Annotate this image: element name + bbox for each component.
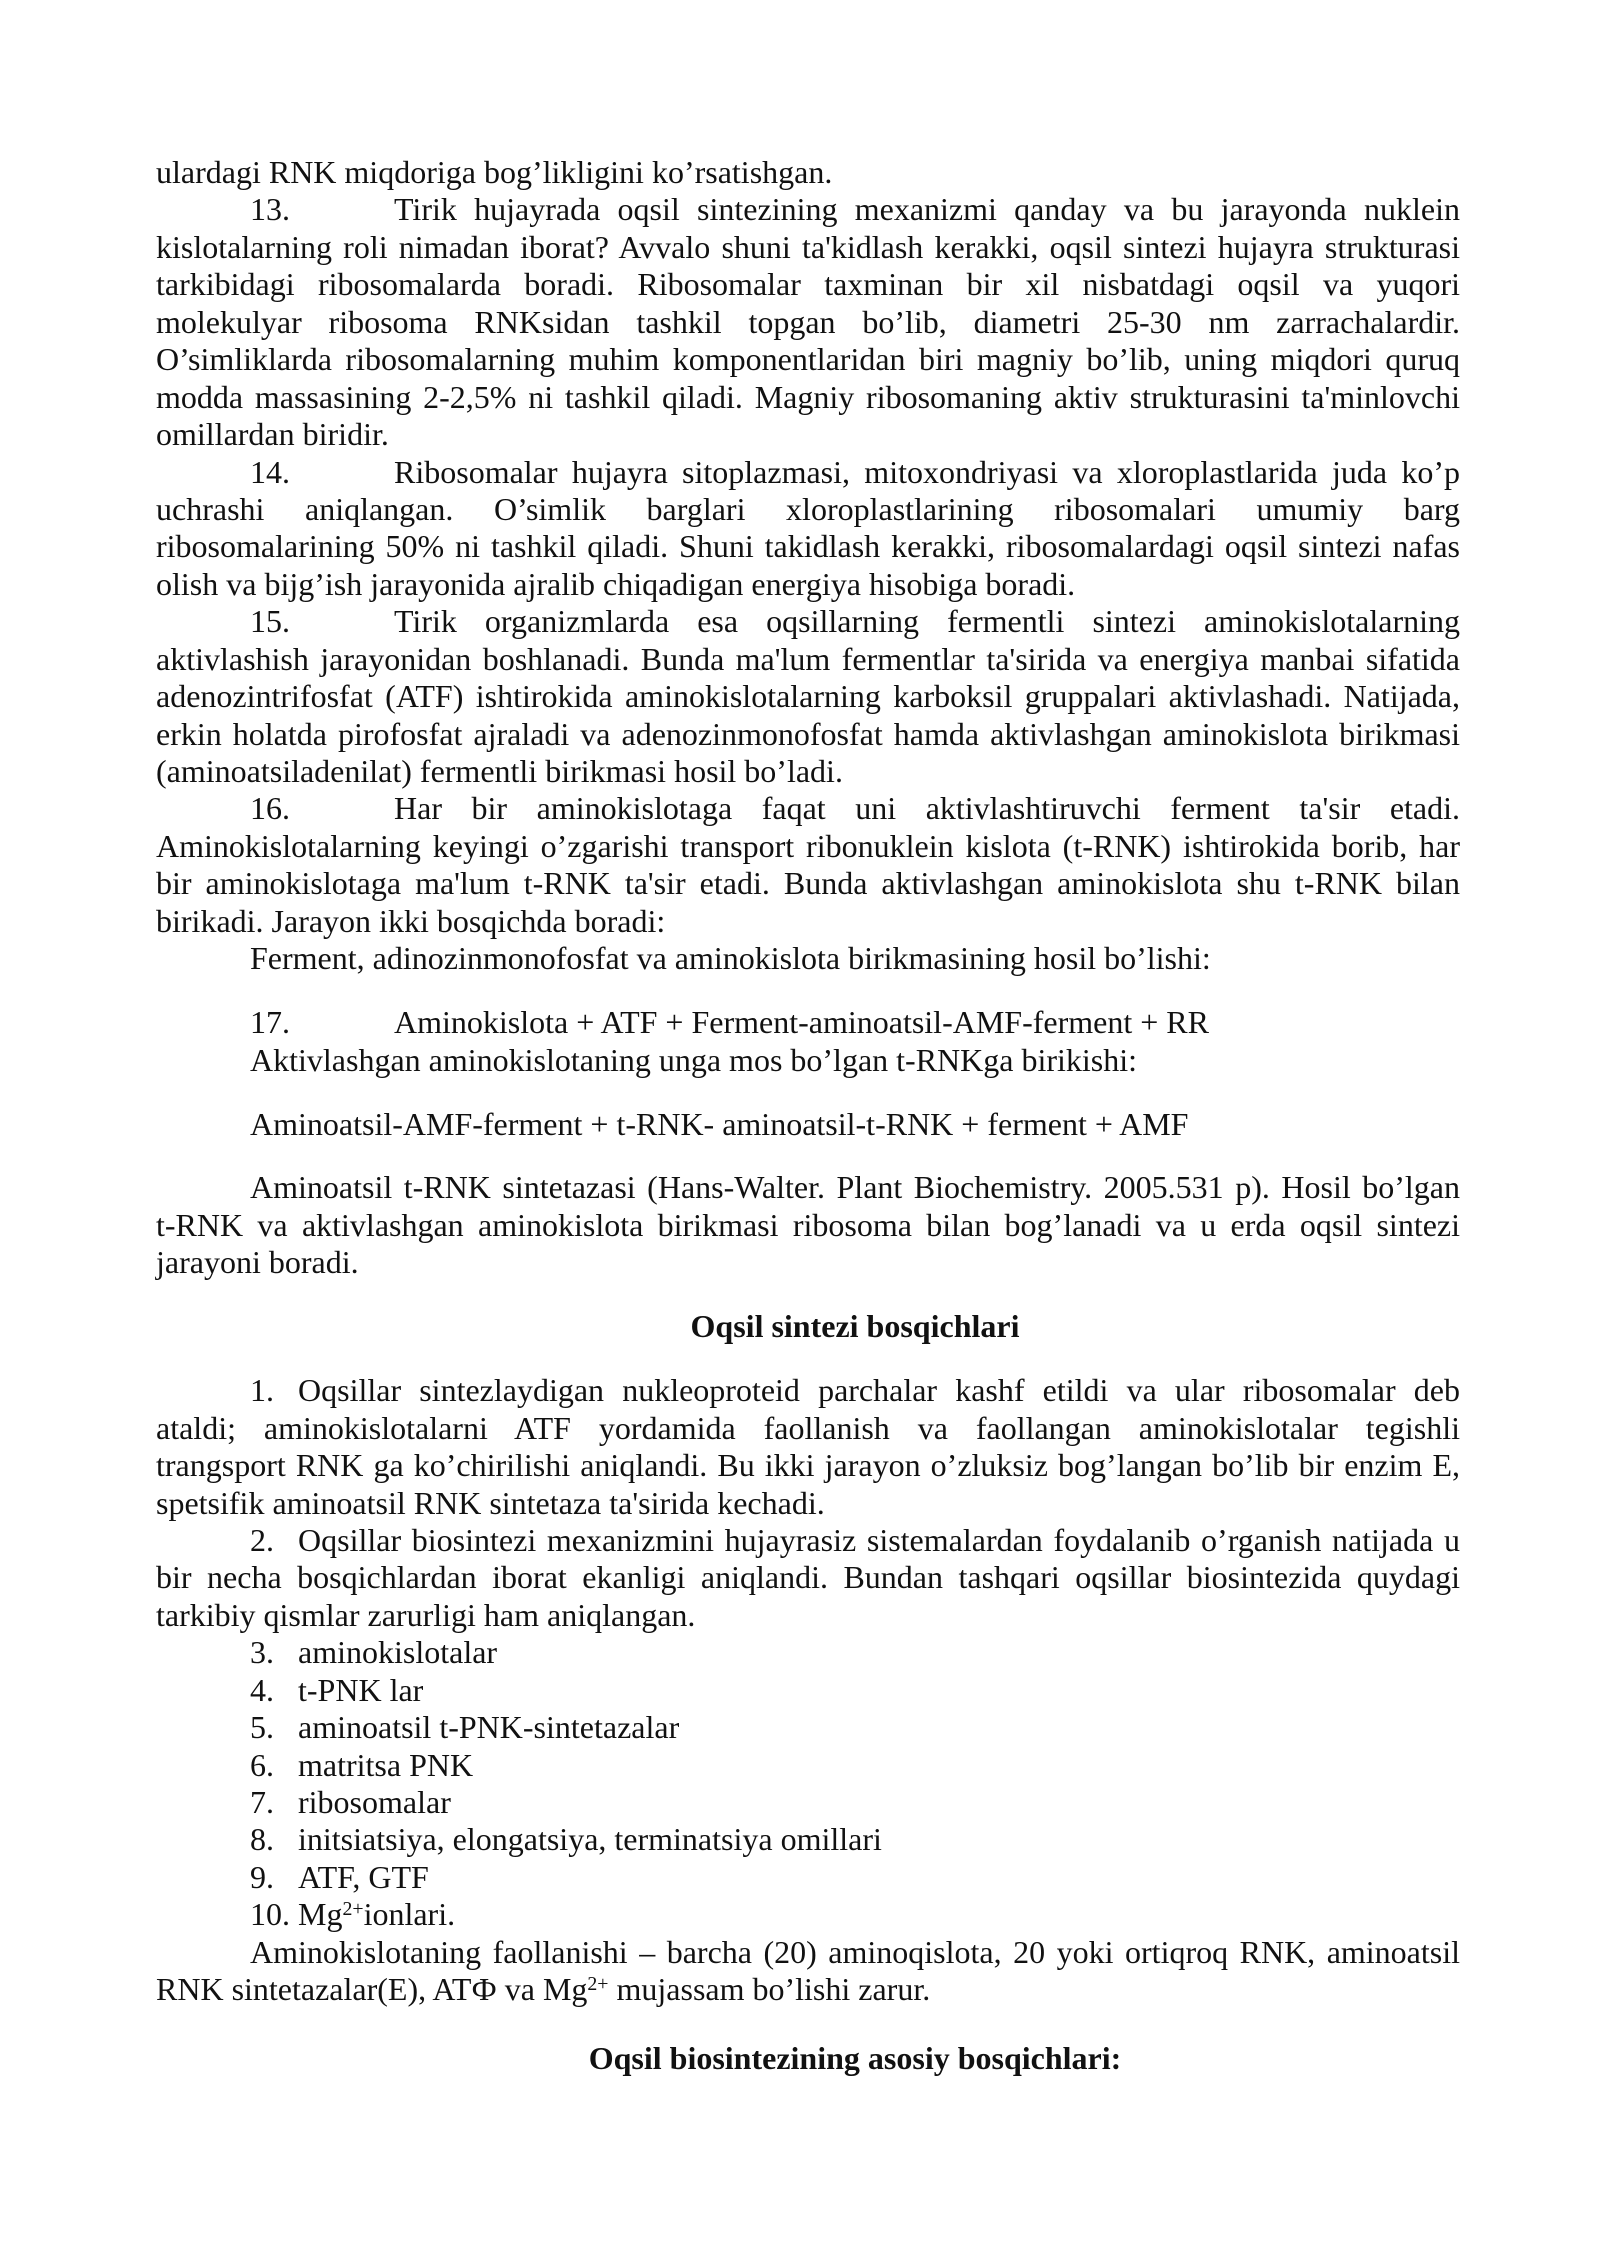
paragraph-13-first-line <box>156 191 1460 228</box>
list-item-3 <box>156 1634 1460 1671</box>
section-heading-biosynthesis-main-stages: Oqsil biosintezining asosiy bosqichlari: <box>588 2039 1122 2076</box>
list-item-8-text: initsiatsiya, elongatsiya, terminatsiya omillari <box>298 1821 882 1858</box>
paragraph-intro <box>156 154 1460 191</box>
paragraph-17-equation <box>156 1004 1460 1041</box>
paragraph-sintetaza-line-3: jarayoni boradi. <box>156 1244 359 1281</box>
list-item-1-line-1: Oqsillar sintezlaydigan nukleoproteid parchalar kashf etildi va ular ribosomalar deb <box>298 1372 1460 1409</box>
paragraph-faollanish-line-2-after: mujassam bo’lishi zarur. <box>608 1971 931 2008</box>
list-item-7-number: 7. <box>250 1784 274 1820</box>
list-item-2-first-line <box>156 1522 1460 1559</box>
paragraph-15 <box>156 603 1460 790</box>
paragraph-17-number: 17. <box>250 1004 290 1041</box>
list-item-8-number: 8. <box>250 1821 274 1858</box>
list-item-6 <box>156 1747 1460 1784</box>
list-item-7-text: ribosomalar <box>298 1784 451 1820</box>
list-item-2-line-3: tarkibiy qismlar zarurligi ham aniqlangan. <box>156 1596 696 1633</box>
list-item-6-text: matritsa PNK <box>298 1746 474 1783</box>
paragraph-faollanish <box>156 1934 1460 2009</box>
list-item-3-number: 3. <box>250 1634 274 1671</box>
list-item-10-text-after: ionlari. <box>363 1896 456 1933</box>
list-item-9-number: 9. <box>250 1858 274 1895</box>
list-item-1-line-4: spetsifik aminoatsil RNK sintetaza ta'sirida kechadi. <box>156 1484 825 1521</box>
paragraph-14-first-line <box>156 454 1460 491</box>
list-item-10 <box>156 1896 1460 1933</box>
paragraph-14-line-4: olish va bijg’ish jarayonida ajralib chiqadigan energiya hisobiga boradi. <box>156 565 1076 602</box>
list-item-10-text-before: Mg <box>298 1896 343 1933</box>
reaction-equation: Aminoatsil-AMF-ferment + t-RNK- aminoatsil-t-RNK + ferment + AMF <box>250 1105 1189 1142</box>
paragraph-16-line-3: bir aminokislotaga ma'lum t-RNK ta'sir etadi. Bunda aktivlashgan aminokislota shu t-RNK bilan <box>156 865 1460 902</box>
list-item-2-line-2: bir necha bosqichlardan iborat ekanligi aniqlandi. Bundan tashqari oqsillar biosintezida quydagi <box>156 1559 1460 1596</box>
paragraph-intro-line-1: ulardagi RNK miqdoriga bog’likligini ko’rsatishgan. <box>156 154 833 190</box>
paragraph-14-line-2: uchrashi aniqlangan. O’simlik barglari xloroplastlarining ribosomalari umumiy barg <box>156 490 1460 527</box>
list-item-8 <box>156 1821 1460 1858</box>
ferment-stage-caption: Ferment, adinozinmonofosfat va aminokislota birikmasining hosil bo’lishi: <box>250 940 1211 977</box>
paragraph-sintetaza <box>156 1169 1460 1281</box>
paragraph-14-line-3: ribosomalarining 50% ni tashkil qiladi. Shuni takidlash kerakki, ribosomalardagi oqsil sintezi nafas <box>156 528 1460 565</box>
list-item-7 <box>156 1784 1460 1821</box>
paragraph-13-line-1: Tirik hujayrada oqsil sintezining mexanizmi qanday va bu jarayonda nuklein <box>394 191 1460 228</box>
paragraph-16-first-line <box>156 790 1460 827</box>
list-item-1 <box>156 1372 1460 1522</box>
activation-stage-caption: Aktivlashgan aminokislotaning unga mos bo’lgan t-RNKga birikishi: <box>250 1041 1138 1078</box>
list-item-5 <box>156 1709 1460 1746</box>
list-item-4-number: 4. <box>250 1671 274 1708</box>
list-item-10-text <box>298 1896 1460 1933</box>
list-item-10-superscript: 2+ <box>342 1898 364 1921</box>
paragraph-13-line-3: tarkibidagi ribosomalarda boradi. Ribosomalar taxminan bir xil nisbatdagi oqsil va yuqori <box>156 266 1460 303</box>
paragraph-faollanish-line-2 <box>156 1971 1460 2008</box>
paragraph-faollanish-line-1: Aminokislotaning faollanishi – barcha (20) aminoqislota, 20 yoki ortiqroq RNK, aminoatsil <box>250 1933 1460 1970</box>
list-item-2-line-1: Oqsillar biosintezi mexanizmini hujayrasiz sistemalardan foydalanib o’rganish natijada u <box>298 1521 1460 1558</box>
paragraph-14-line-1: Ribosomalar hujayra sitoplazmasi, mitoxondriyasi va xloroplastlarida juda ko’p <box>394 453 1460 490</box>
paragraph-16-line-4: birikadi. Jarayon ikki bosqichda boradi: <box>156 902 666 939</box>
paragraph-15-number: 15. <box>250 603 290 640</box>
paragraph-15-line-3: adenozintrifosfat (ATF) ishtirokida aminokislotalarning karboksil gruppalari aktivlashadi. Natijada, <box>156 678 1460 715</box>
list-item-1-line-3: trangsport RNK ga ko’chirilishi aniqlandi. Bu ikki jarayon o’zluksiz bog’langan bo’lib bir enzim E, <box>156 1447 1460 1484</box>
paragraph-13-line-4: molekulyar ribosoma RNKsidan tashkil topgan bo’lib, diametri 25-30 nm zarrachalardir. <box>156 303 1460 340</box>
stages-list <box>156 1372 1460 1934</box>
section-heading-protein-synthesis-stages: Oqsil sintezi bosqichlari <box>690 1308 1020 1345</box>
paragraph-13-number: 13. <box>250 191 290 228</box>
paragraph-15-line-5: (aminoatsiladenilat) fermentli birikmasi hosil bo’ladi. <box>156 753 843 789</box>
paragraph-sintetaza-line-1: Aminoatsil t-RNK sintetazasi (Hans-Walter. Plant Biochemistry. 2005.531 p). Hosil bo’lgan <box>250 1169 1460 1206</box>
paragraph-13-line-2: kislotalarning roli nimadan iborat? Avvalo shuni ta'kidlash kerakki, oqsil sintezi hujayra strukturasi <box>156 228 1460 265</box>
paragraph-faollanish-superscript: 2+ <box>587 1973 609 1996</box>
list-item-5-text: aminoatsil t-PNK-sintetazalar <box>298 1709 680 1746</box>
list-item-4-text: t-PNK lar <box>298 1671 424 1708</box>
paragraph-16-line-2: Aminokislotalarning keyingi o’zgarishi transport ribonuklein kislota (t-RNK) ishtirokida borib, har <box>156 827 1460 864</box>
list-item-1-line-2: ataldi; aminokislotalarni ATF yordamida faollanish va faollangan aminokislotalar tegishli <box>156 1409 1460 1446</box>
list-item-9-text: ATF, GTF <box>298 1858 429 1895</box>
list-item-6-number: 6. <box>250 1746 274 1783</box>
paragraph-13 <box>156 191 1460 453</box>
paragraph-faollanish-line-2-before: RNK sintetazalar(E), ATФ va Mg <box>156 1971 588 2008</box>
paragraph-16-line-1: Har bir aminokislotaga faqat uni aktivlashtiruvchi ferment ta'sir etadi. <box>394 790 1460 827</box>
paragraph-14 <box>156 454 1460 604</box>
paragraph-16-number: 16. <box>250 790 290 827</box>
paragraph-15-line-1: Tirik organizmlarda esa oqsillarning fermentli sintezi aminokislotalarning <box>394 603 1460 640</box>
list-item-1-first-line <box>156 1372 1460 1409</box>
paragraph-15-first-line <box>156 603 1460 640</box>
list-item-2-number: 2. <box>250 1521 274 1558</box>
paragraph-15-line-4: erkin holatda pirofosfat ajraladi va adenozinmonofosfat hamda aktivlashgan aminokislota birikmasi <box>156 715 1460 752</box>
list-item-10-number: 10. <box>250 1896 290 1933</box>
paragraph-sintetaza-line-2: t-RNK va aktivlashgan aminokislota birikmasi ribosoma bilan bog’lanadi va u erda oqsil sintezi <box>156 1206 1460 1243</box>
list-item-3-text: aminokislotalar <box>298 1634 498 1671</box>
paragraph-16 <box>156 790 1460 940</box>
paragraph-15-line-2: aktivlashish jarayonidan boshlanadi. Bunda ma'lum fermentlar ta'sirida va energiya manbai sifatida <box>156 640 1460 677</box>
paragraph-14-number: 14. <box>250 453 290 490</box>
paragraph-13-line-7: omillardan biridir. <box>156 416 389 453</box>
paragraph-13-line-6: modda massasining 2-2,5% ni tashkil qiladi. Magniy ribosomaning aktiv strukturasini ta'minlovchi <box>156 378 1460 415</box>
list-item-2 <box>156 1522 1460 1634</box>
list-item-4 <box>156 1672 1460 1709</box>
paragraph-17-text: Aminokislota + ATF + Ferment-aminoatsil-AMF-ferment + RR <box>394 1004 1209 1041</box>
paragraph-13-line-5: O’simliklarda ribosomalarning muhim komponentlaridan biri magniy bo’lib, uning miqdori quruq <box>156 341 1460 378</box>
list-item-5-number: 5. <box>250 1709 274 1746</box>
list-item-1-number: 1. <box>250 1372 274 1409</box>
list-item-9 <box>156 1859 1460 1896</box>
